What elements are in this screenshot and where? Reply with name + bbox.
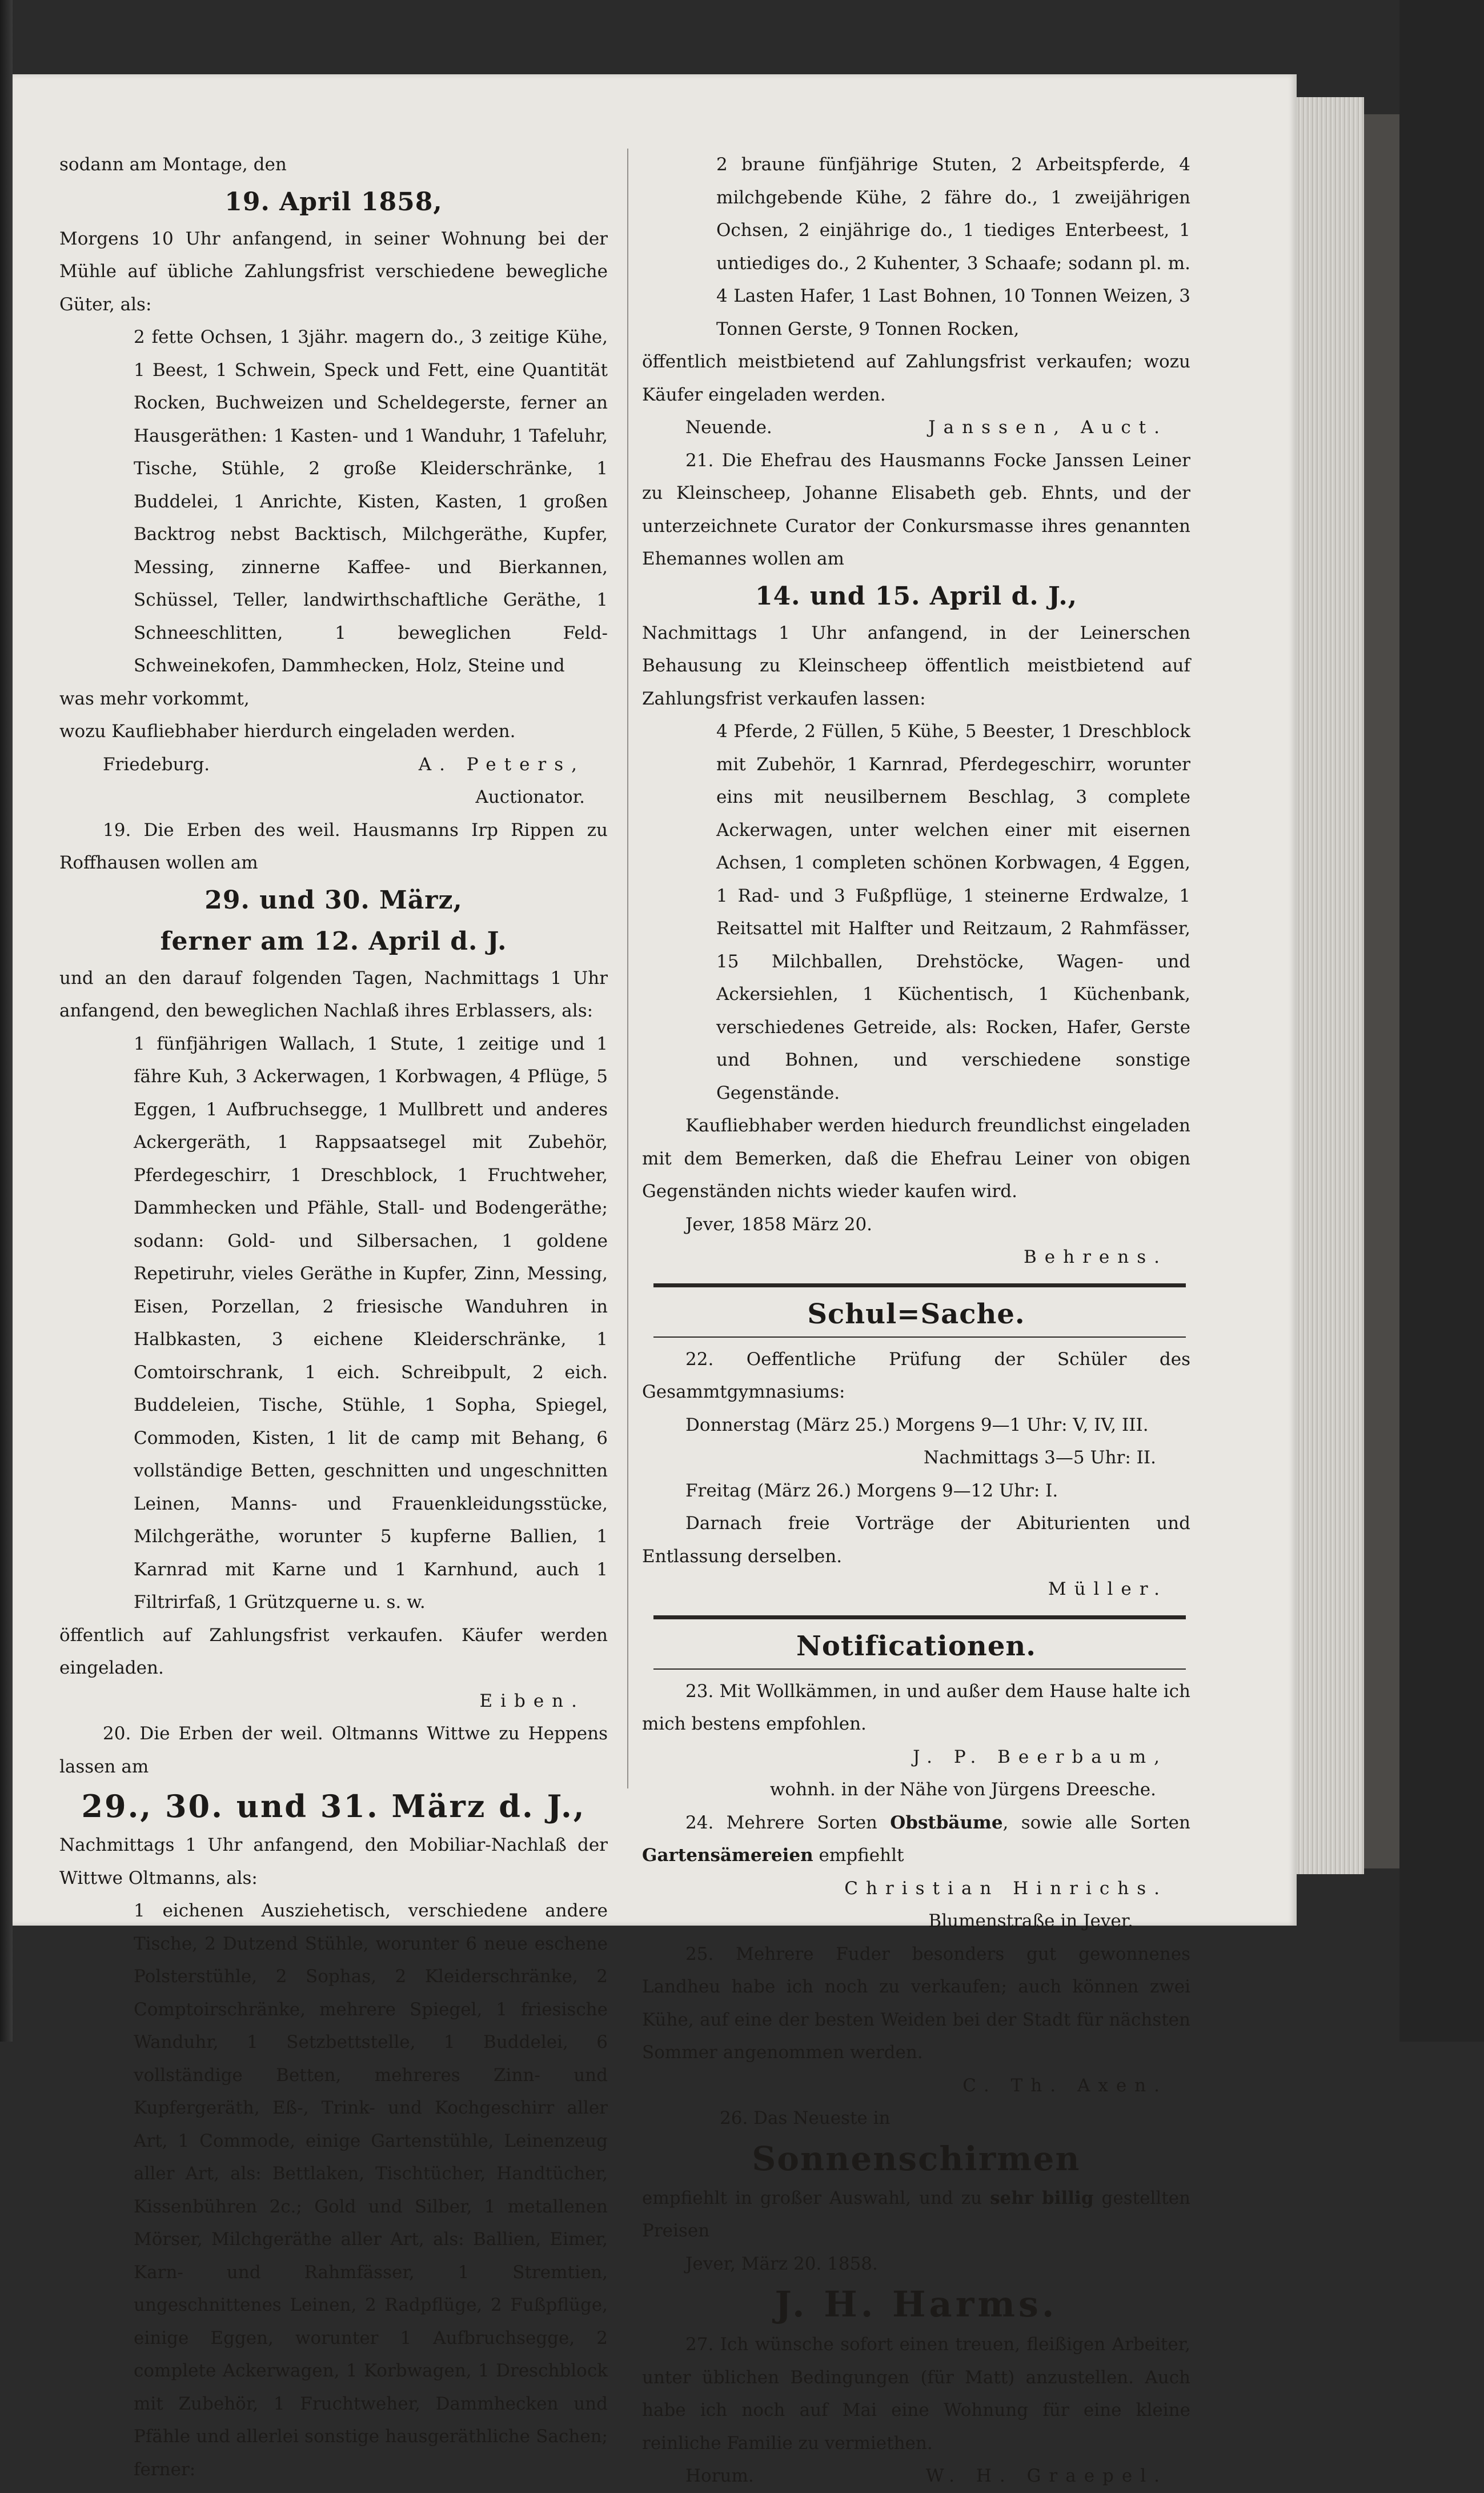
schedule-line: Freitag (März 26.) Morgens 9—12 Uhr: I.: [685, 1480, 1058, 1501]
notice-24-highlight: Gartensämereien: [642, 1845, 813, 1866]
notice-24-highlight: Obstbäume: [890, 1812, 1003, 1833]
notice-text: Morgens 10 Uhr anfangend, in seiner Wohnung bei der Mühle auf übliche Zahlungsfrist verschiedene bewegliche Güter, als:: [59, 228, 608, 315]
advert-headline: Sonnenschirmen: [752, 2139, 1081, 2178]
signature: J. P. Beerbaum,: [913, 1746, 1168, 1767]
notice-22: 22. Oeffentliche Prüfung der Schüler des Gesammtgymnasiums:: [642, 1348, 1190, 1402]
item-list: 1 fünfjährigen Wallach, 1 Stute, 1 zeitige und 1 fähre Kuh, 3 Ackerwagen, 1 Korbwagen, 4 Pflüge, 5 Eggen, 1 Aufbruchsegge, 1 Mullbrett und anderes Ackergeräth, 1 Rappsaatsegel mit Zubehör, Pferdegeschirr, 1 Dreschblock, 1 Fruchtweher, Dammhecken und Pfähle, Stall- und Bodengeräthe; sodann: Gold- und Silbersachen, 1 goldene Repetiruhr, vieles Geräthe in Kupfer, Zinn, Messing, Eisen, Porzellan, 2 friesische Wanduhren in Halbkasten, 3 eichene Kleiderschränke, 1 Comtoirschrank, 1 eich. Schreibpult, 2 eich. Buddeleien, Tische, Stühle, 1 Sopha, Spiegel, Commoden, Kisten, 1 lit de camp mit Behang, 6 vollständige Betten, geschnitten und ungeschnitten Leinen, Manns- und Frauenkleidungsstücke, Milchgeräthe, worunter 5 kupferne Ballien, 1 Karnrad mit Karne und 1 Karnhund, auch 1 Filtrirfaß, 1 Grützquerne u. s. w.: [134, 1033, 608, 1612]
item-list: 2 fette Ochsen, 1 3jähr. magern do., 3 zeitige Kühe, 1 Beest, 1 Schwein, Speck und Fett, eine Quantität Rocken, Buchweizen und Scheldegerste, ferner an Hausgeräthen: 1 Kasten- und 1 Wanduhr, 1 Tafeluhr, Tische, Stühle, 2 große Kleiderschränke, 1 Buddelei, 1 Anrichte, Kisten, Kasten, 1 großen Backtrog nebst Backtisch, Milchgeräthe, Kupfer, Messing, zinnerne Kaffee- und Bierkannen, Schüssel, Teller, landwirthschaftliche Geräthe, 1 Schneeschlitten, 1 beweglichen Feld-Schweinekofen, Dammhecken, Holz, Steine und: [134, 327, 608, 676]
section-divider: [653, 1615, 1186, 1619]
schedule-line: Nachmittags 3—5 Uhr: II.: [923, 1447, 1156, 1468]
date-line: Jever, März 20. 1858.: [685, 2253, 878, 2274]
right-column: [642, 149, 1190, 2493]
notice-26: 26. Das Neueste in: [720, 2108, 891, 2128]
notice-text: wozu Kaufliebhaber hierdurch eingeladen werden.: [59, 721, 516, 742]
section-heading-school: Schul=Sache.: [807, 1298, 1025, 1330]
scan-background: [1399, 0, 1484, 2042]
auction-date: 19. April 1858,: [224, 187, 443, 217]
notice-19: 19. Die Erben des weil. Hausmanns Irp Rippen zu Roffhausen wollen am: [59, 819, 608, 873]
column-divider: [627, 149, 628, 1788]
notice-text: Kaufliebhaber werden hiedurch freundlichst eingeladen mit dem Bemerken, daß die Ehefrau Leiner von obigen Gegenständen nichts wieder kaufen wird.: [642, 1115, 1190, 1202]
signature: A. Peters,: [418, 754, 585, 775]
notice-text: öffentlich auf Zahlungsfrist verkaufen. Käufer werden eingeladen.: [59, 1624, 608, 1678]
place-name: Neuende.: [685, 417, 772, 438]
signature: W. H. Graepel.: [925, 2466, 1168, 2486]
advert-signature: J. H. Harms.: [775, 2283, 1058, 2325]
notice-text: Nachmittags 1 Uhr anfangend, den Mobiliar-Nachlaß der Wittwe Oltmanns, als:: [59, 1835, 608, 1888]
signature-title: Auctionator.: [475, 787, 585, 807]
signature-row: [59, 749, 608, 782]
notice-24-text: 24. Mehrere Sorten: [685, 1812, 891, 1833]
intro-line: sodann am Montage, den: [59, 154, 287, 175]
notice-text: Darnach freie Vorträge der Abiturienten und Entlassung derselben.: [642, 1513, 1190, 1567]
left-column: [59, 149, 608, 2486]
section-divider: [653, 1336, 1186, 1338]
signature-address: Blumenstraße in Jever.: [928, 1911, 1133, 1931]
notice-text: und an den darauf folgenden Tagen, Nachmittags 1 Uhr anfangend, den beweglichen Nachlaß ihres Erblassers, als:: [59, 967, 608, 1021]
signature: Janssen, Auct.: [928, 417, 1168, 438]
notice-text: öffentlich meistbietend auf Zahlungsfrist verkaufen; wozu Käufer eingeladen werden.: [642, 351, 1190, 405]
notice-21: 21. Die Ehefrau des Hausmanns Focke Janssen Leiner zu Kleinscheep, Johanne Elisabeth geb. Ehnts, und der unterzeichnete Curator der Conkursmasse ihres genannten Ehemannes wollen am: [642, 450, 1190, 569]
book-cover-edge: [1364, 114, 1399, 1868]
auction-date: 14. und 15. April d. J.,: [755, 581, 1078, 611]
item-list: 4 Pferde, 2 Füllen, 5 Kühe, 5 Beester, 1 Dreschblock mit Zubehör, 1 Karnrad, Pferdegeschirr, worunter eins mit neusilbernem Beschlag, 3 complete Ackerwagen, unter welchen einer mit eisernen Achsen, 1 completen schönen Korbwagen, 4 Eggen, 1 Rad- und 3 Fußpflüge, 1 steinerne Erdwalze, 1 Reitsattel mit Halfter und Reitzaum, 2 Rahmfässer, 15 Milchballen, Drehstöcke, Wagen- und Ackersiehlen, 1 Küchentisch, 1 Küchenbank, verschiedenes Getreide, als: Rocken, Hafer, Gerste und Bohnen, und verschiedene sonstige Gegenstände.: [716, 721, 1190, 1103]
notice-24-text: empfiehlt: [813, 1845, 904, 1866]
notice-text: was mehr vorkommt,: [59, 688, 250, 709]
scan-edge: [0, 0, 13, 2042]
notice-20: 20. Die Erben der weil. Oltmanns Wittwe zu Heppens lassen am: [59, 1723, 608, 1777]
section-divider: [653, 1283, 1186, 1287]
item-list: 1 eichenen Ausziehetisch, verschiedene andere Tische, 2 Dutzend Stühle, worunter 6 neue eschene Polsterstühle, 2 Sophas, 2 Kleiderschränke, 2 Comptoirschränke, mehrere Spiegel, 1 friesische Wanduhr, 1 Setzbettstelle, 1 Buddelei, 6 vollständige Betten, mehreres Zinn- und Kupfergeräth, Eß-, Trink- und Kochgeschirr aller Art, 1 Commode, einige Gartenstühle, Leinenzeug aller Art, als: Bettlaken, Tischtücher, Handtücher, Kissenbühren 2c.; Gold und Silber, 1 metallenen Mörser, Milchgeräthe aller Art, als: Ballien, Eimer, Karn- und Rahmfässer, 1 Stremtien, ungeschnittenes Leinen, 2 Radpflüge, 2 Fußpflüge, einige Eggen, worunter 1 Aufbruchsegge, 2 complete Ackerwagen, 1 Korbwagen, 1 Dreschblock mit Zubehör, 1 Fruchtweher, Dammhecken und Pfähle und allerlei sonstige hausgeräthliche Sachen; ferner:: [134, 1900, 608, 2480]
signature: Müller.: [1048, 1579, 1168, 1599]
notice-27: 27. Ich wünsche sofort einen treuen, fleißigen Arbeiter, unter üblichen Bedingungen (für Matt) anzustellen. Auch habe ich noch auf Mai eine Wohnung für eine kleine reinliche Familie zu vermiethen.: [642, 2334, 1190, 2454]
place-name: Friedeburg.: [103, 754, 210, 775]
date-line: Jever, 1858 März 20.: [685, 1214, 873, 1235]
notice-text: Nachmittags 1 Uhr anfangend, in der Leinerschen Behausung zu Kleinscheep öffentlich meistbietend auf Zahlungsfrist verkaufen lassen:: [642, 622, 1190, 709]
signature: Eiben.: [479, 1690, 585, 1711]
notice-24: [642, 1807, 1190, 1872]
signature: Behrens.: [1024, 1247, 1168, 1267]
auction-date: ferner am 12. April d. J.: [160, 926, 507, 956]
signature: C. Th. Axen.: [962, 2075, 1168, 2096]
auction-date: 29., 30. und 31. März d. J.,: [81, 1788, 586, 1824]
signature-row: [642, 2460, 1190, 2493]
signature-row: [642, 411, 1190, 445]
notice-24-text: , sowie alle Sorten: [1002, 1812, 1190, 1833]
signature-address: wohnh. in der Nähe von Jürgens Dreesche.: [769, 1779, 1156, 1800]
notice-26-text-part: empfiehlt in großer Auswahl, und zu: [642, 2187, 990, 2208]
schedule-line: Donnerstag (März 25.) Morgens 9—1 Uhr: V, IV, III.: [685, 1414, 1149, 1435]
signature: Christian Hinrichs.: [844, 1878, 1168, 1899]
auction-date: 29. und 30. März,: [204, 885, 463, 915]
item-list: 2 braune fünfjährige Stuten, 2 Arbeitspferde, 4 milchgebende Kühe, 2 fähre do., 1 zweijährigen Ochsen, 2 einjährige do., 1 tiediges Enterbeest, 1 untiediges do., 2 Kuhenter, 3 Schaafe; sodann pl. m. 4 Lasten Hafer, 1 Last Bohnen, 10 Tonnen Weizen, 3 Tonnen Gerste, 9 Tonnen Rocken,: [716, 154, 1190, 339]
notice-26-text-part: gestellten Preisen: [642, 2187, 1191, 2241]
page-stack-edge: [1297, 97, 1364, 1874]
place-name: Horum.: [685, 2466, 754, 2486]
notice-23: 23. Mit Wollkämmen, in und außer dem Hause halte ich mich bestens empfohlen.: [642, 1680, 1190, 1734]
section-divider: [653, 1668, 1186, 1670]
notice-26-text: [642, 2182, 1190, 2248]
notice-26-highlight: sehr billig: [990, 2187, 1094, 2208]
notice-25: 25. Mehrere Fuder besonders gut gewonnenes Landheu habe ich noch zu verkaufen; auch können zwei Kühe, auf eine der besten Weiden bei der Stadt für nächsten Sommer angenommen werden.: [642, 1943, 1190, 2063]
section-heading-notifications: Notificationen.: [796, 1630, 1036, 1662]
